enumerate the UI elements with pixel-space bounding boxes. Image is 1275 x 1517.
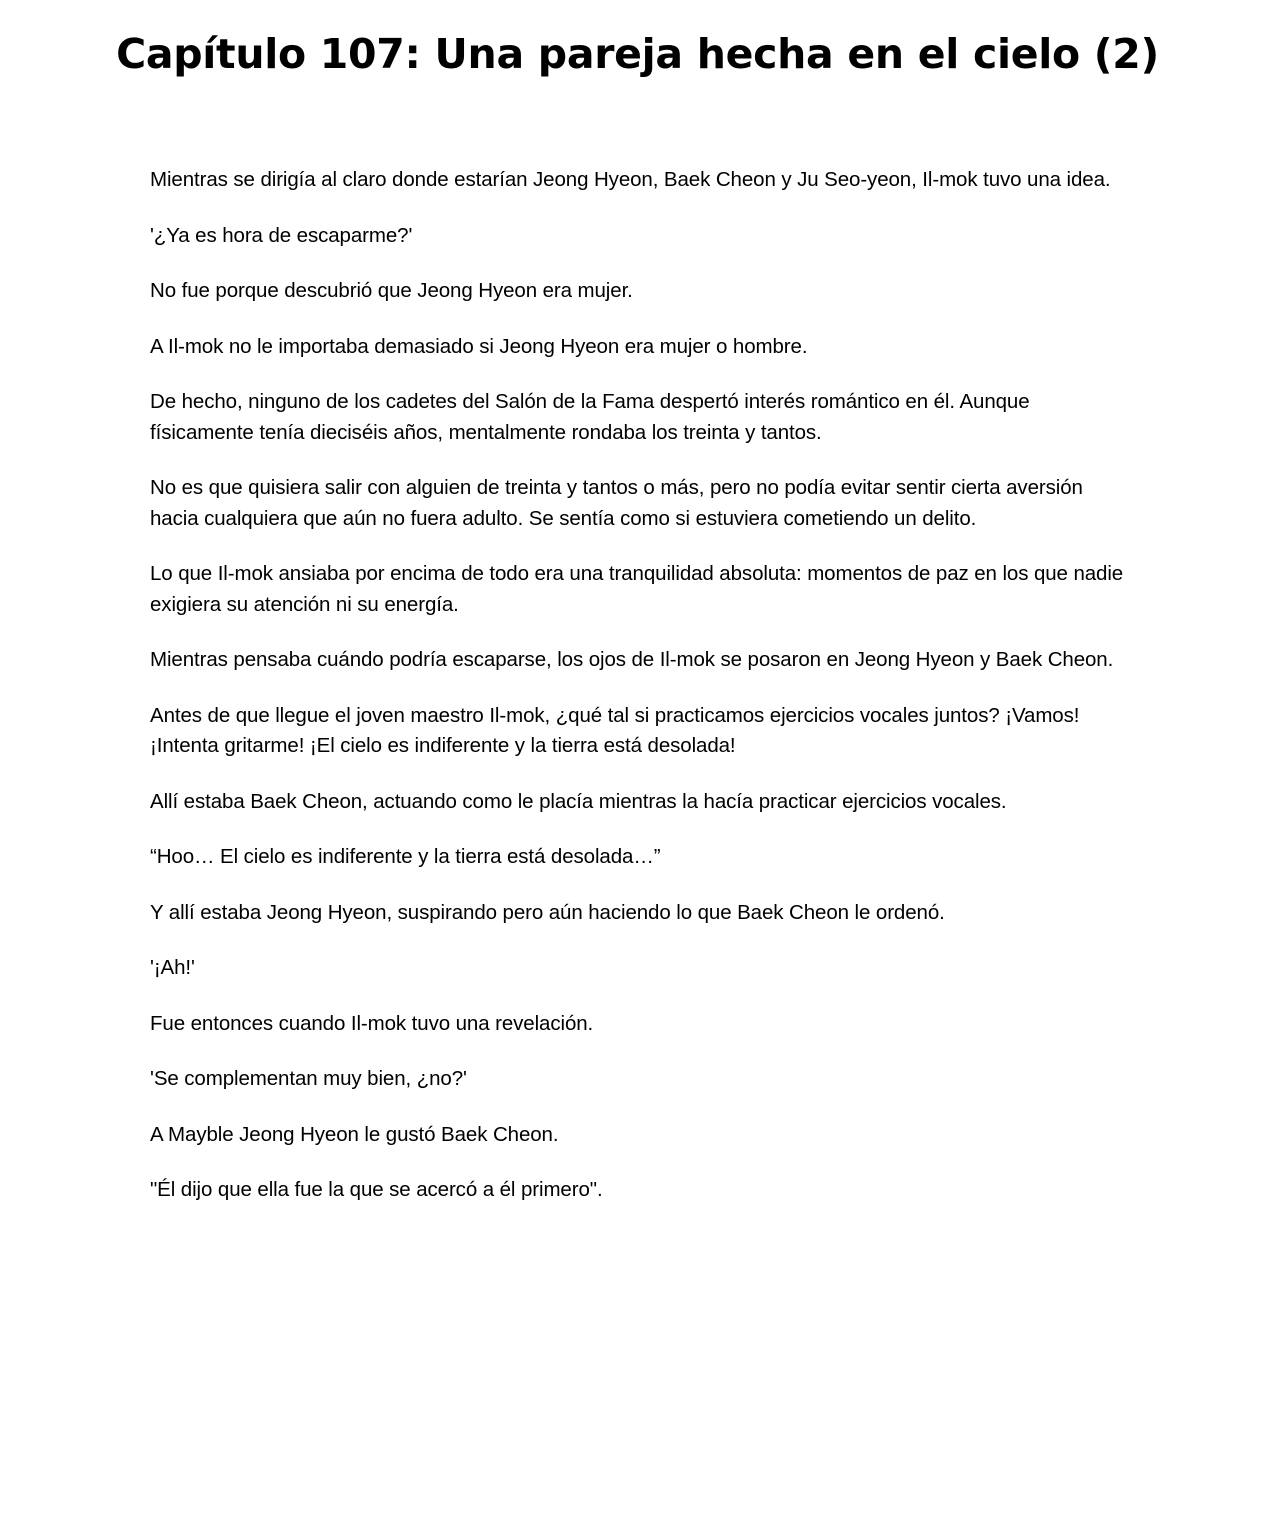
paragraph: A Il-mok no le importaba demasiado si Jeong Hyeon era mujer o hombre. [150,334,808,358]
paragraph: "Él dijo que ella fue la que se acercó a él primero". [150,1178,603,1201]
paragraph: Mientras se dirigía al claro donde estarían Jeong Hyeon, Baek Cheon y Ju Seo-yeon, Il-mok tuvo una idea. [150,168,1111,191]
paragraph: Lo que Il-mok ansiaba por encima de todo era una tranquilidad absoluta: momentos de paz en los que nadie exigiera su atención ni su energía. [150,562,1124,616]
chapter-body [150,165,1130,1231]
paragraph: Fue entonces cuando Il-mok tuvo una revelación. [150,1011,594,1035]
paragraph: Mientras pensaba cuándo podría escaparse, los ojos de Il-mok se posaron en Jeong Hyeon y Baek Cheon. [150,648,1114,671]
paragraph: Y allí estaba Jeong Hyeon, suspirando pero aún haciendo lo que Baek Cheon le ordenó. [150,900,945,924]
paragraph: Antes de que llegue el joven maestro Il-mok, ¿qué tal si practicamos ejercicios vocales juntos? ¡Vamos! ¡Intenta gritarme! ¡El cielo es indiferente y la tierra está desolada! [150,703,1080,757]
paragraph: '¡Ah!' [150,956,195,979]
paragraph: 'Se complementan muy bien, ¿no?' [150,1067,467,1090]
paragraph: De hecho, ninguno de los cadetes del Salón de la Fama despertó interés romántico en él. Aunque físicamente tenía dieciséis años, mentalmente rondaba los treinta y tantos. [150,390,1030,444]
paragraph: '¿Ya es hora de escaparme?' [150,223,413,247]
paragraph: A Mayble Jeong Hyeon le gustó Baek Cheon. [150,1122,559,1146]
chapter-title: Capítulo 107: Una pareja hecha en el cielo (2) [116,30,1159,78]
paragraph: Allí estaba Baek Cheon, actuando como le placía mientras la hacía practicar ejercicios vocales. [150,789,1007,813]
paragraph: No es que quisiera salir con alguien de treinta y tantos o más, pero no podía evitar sentir cierta aversión hacia cualquiera que aún no fuera adulto. Se sentía como si estuviera cometiendo un delito. [150,476,1083,530]
paragraph: “Hoo… El cielo es indiferente y la tierra está desolada…” [150,845,661,868]
paragraph: No fue porque descubrió que Jeong Hyeon era mujer. [150,279,633,302]
